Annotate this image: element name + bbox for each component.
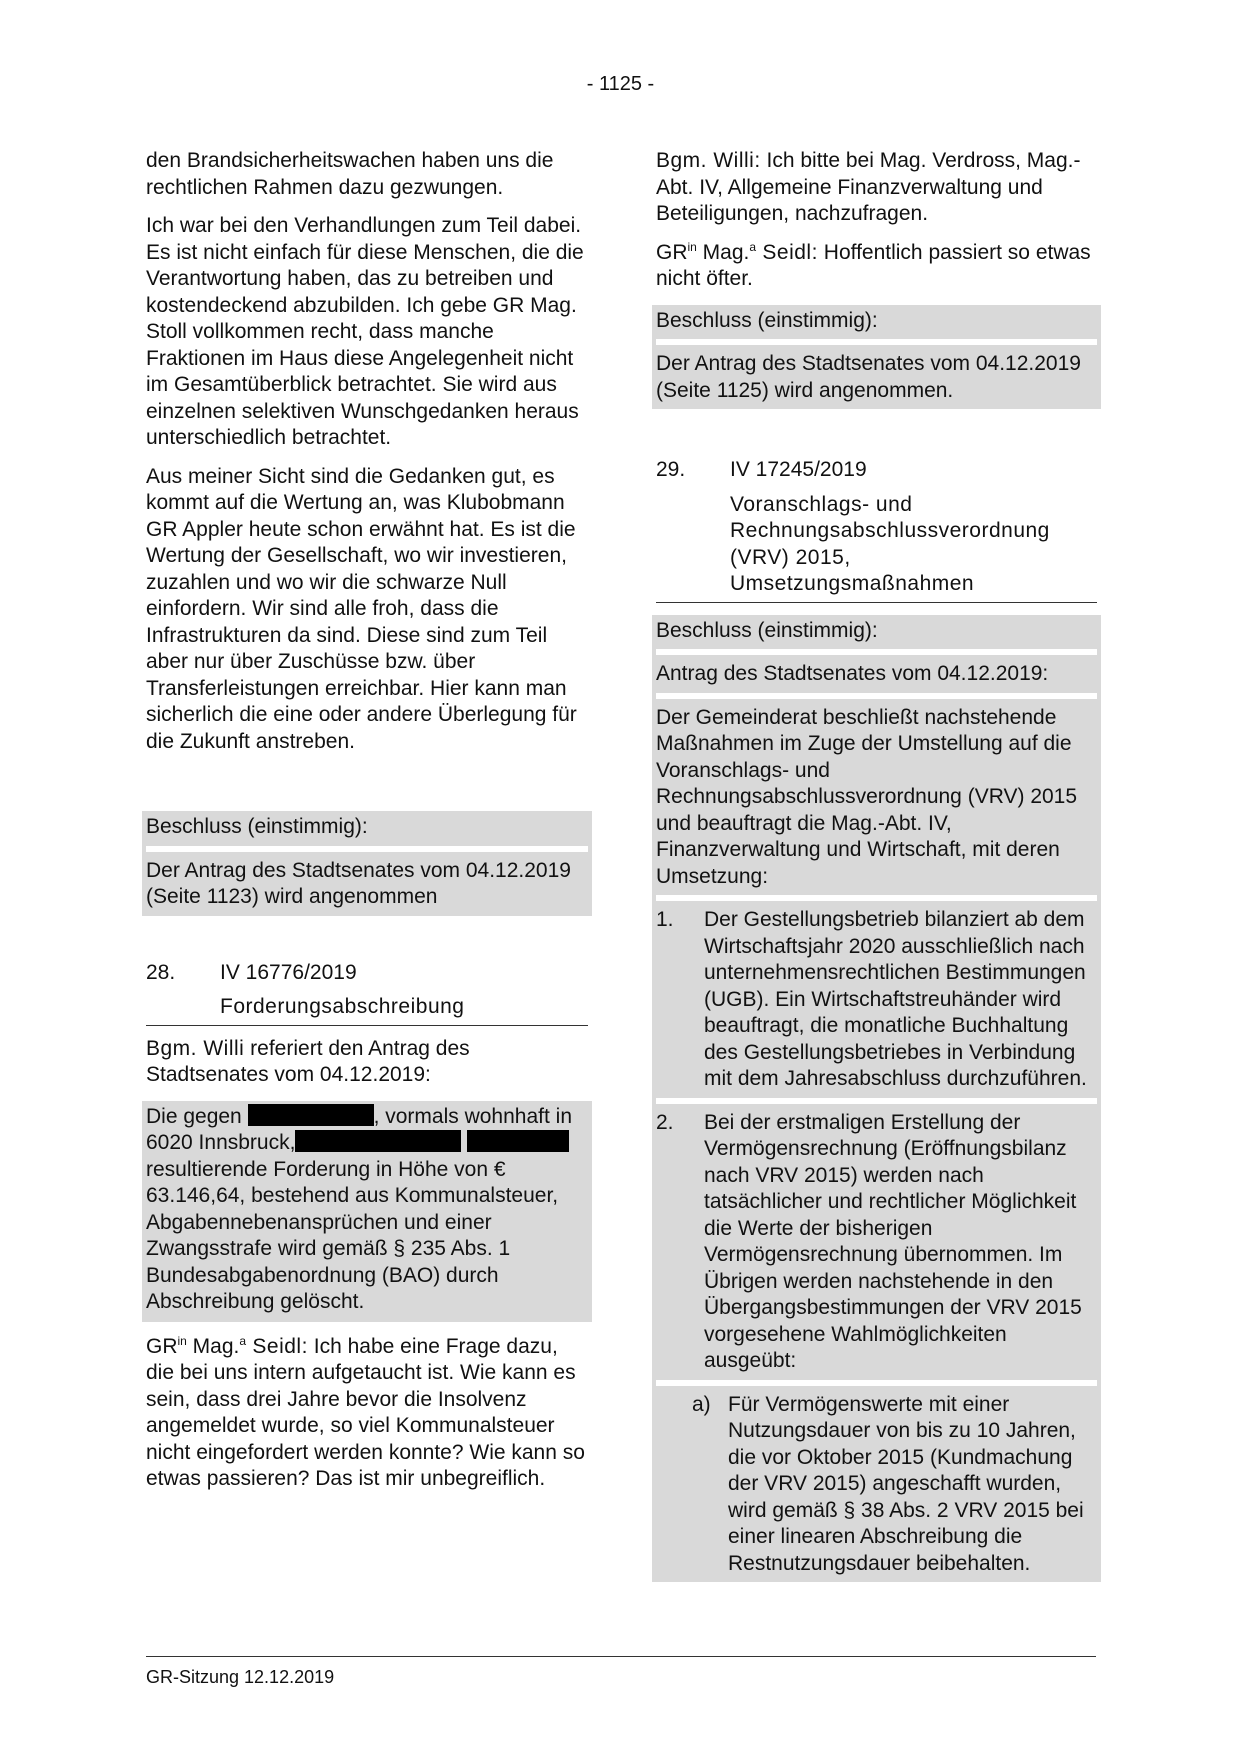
redaction-bar (467, 1130, 569, 1152)
item-title: Forderungsabschreibung (220, 995, 465, 1018)
speaker-title: Mag. (696, 240, 750, 264)
speaker-paragraph (656, 240, 1097, 293)
speaker-paragraph (656, 148, 1097, 228)
sub-list-marker: a) (692, 1392, 711, 1416)
superscript: in (177, 1333, 187, 1348)
redaction-bar (248, 1104, 374, 1126)
beschluss-text: Der Antrag des Stadtsenates vom 04.12.2019 (Seite 1123) wird angenommen (146, 846, 588, 916)
beschluss-box (142, 811, 592, 916)
list-text: Bei der erstmaligen Erstellung der Vermögensrechnung (Eröffnungsbilanz nach VRV 2015) werden nach tatsächlicher und rechtlicher Möglichkeit die Werte der bisherigen Vermögensrechnung übernommen. Im Übrigen werden nachstehende in den Übergangsbestimmungen der VRV 2015 vorgesehene Wahlmöglichkeiten ausgeübt: (704, 1110, 1082, 1372)
item-code: IV 16776/2019 (220, 960, 357, 984)
sub-list-text: Für Vermögenswerte mit einer Nutzungsdauer von bis zu 10 Jahren, die vor Oktober 2015 (Kundmachung der VRV 2015) angeschafft wurden, wird gemäß § 38 Abs. 2 VRV 2015 bei einer linearen Abschreibung die Restnutzungsdauer beibehalten. (728, 1392, 1084, 1575)
list-marker: 1. (656, 908, 674, 931)
beschluss-label: Beschluss (einstimmig): (656, 308, 878, 332)
antrag-intro: Der Gemeinderat beschließt nachstehende Maßnahmen im Zuge der Umstellung auf die Voranschlags- und Rechnungsabschlussverordnung (VRV) 2015 und beauftragt die Mag.-Abt. IV, Finanzverwaltung und Wirtschaft, mit deren Umsetzung: (656, 693, 1097, 896)
speaker-paragraph (146, 1036, 588, 1089)
agenda-item-28 (146, 960, 588, 1026)
item-number: 29. (656, 458, 686, 481)
speaker-text: Hoffentlich passiert so etwas nicht öfter. (656, 240, 1091, 290)
left-column (146, 148, 588, 1505)
beschluss-box (652, 615, 1101, 1583)
paragraph: Aus meiner Sicht sind die Gedanken gut, es kommt auf die Wertung an, was Klubobmann GR Appler heute schon erwähnt hat. Es ist die Wertung der Gesellschaft, wo wir investieren, zuzahlen und wo wir die schwarze Null einfordern. Wir sind alle froh, dass die Infrastrukturen da sind. Diese sind zum Teil aber nur über Zuschüsse bzw. über Transferleistungen erreichbar. Hier kann man sicherlich die eine oder andere Überlegung für die Zukunft anstreben. (146, 464, 577, 753)
superscript: in (687, 239, 697, 254)
antrag-text-part1: Die gegen (146, 1104, 248, 1128)
beschluss-box (652, 305, 1101, 410)
agenda-item-29 (656, 457, 1097, 603)
paragraph: Ich war bei den Verhandlungen zum Teil dabei. Es ist nicht einfach für diese Menschen, die die Verantwortung haben, das zu betreiben und kostendeckend abzubilden. Ich gebe GR Mag. Stoll vollkommen recht, dass manche Fraktionen im Haus diese Angelegenheit nicht im Gesamtüberblick betrachtet. Sie wird aus einzelnen selektiven Wunschgedanken heraus unterschiedlich betrachtet. (146, 214, 584, 449)
antrag-text-part2: , vormals wohnhaft in 6020 Innsbruck, (146, 1104, 573, 1154)
beschluss-text: Der Antrag des Stadtsenates vom 04.12.2019 (Seite 1125) wird angenommen. (656, 339, 1097, 409)
superscript: a (749, 239, 757, 254)
footer-divider (146, 1656, 1096, 1657)
paragraph: den Brandsicherheitswachen haben uns die rechtlichen Rahmen dazu gezwungen. (146, 149, 554, 199)
item-title: Voranschlags- und Rechnungsabschlussverordnung (VRV) 2015, Umsetzungsmaßnahmen (730, 492, 1050, 595)
speaker-title: Mag. (186, 1334, 240, 1358)
speaker-name: Bgm. Willi (146, 1036, 245, 1060)
list-item (656, 895, 1097, 1098)
sub-list-item (656, 1380, 1097, 1583)
speaker-text: Ich habe eine Frage dazu, die bei uns intern aufgetaucht ist. Wie kann es sein, dass drei Jahre bevor die Insolvenz angemeldet wurde, so viel Kommunalsteuer nicht eingefordert werden konnte? Wie kann so etwas passieren? Das ist mir unbegreiflich. (146, 1334, 585, 1490)
speaker-name: Seidl: (756, 240, 818, 264)
page-number: - 1125 - (586, 73, 655, 95)
list-item (656, 1098, 1097, 1380)
speaker-paragraph (146, 1334, 588, 1493)
speaker-text: referiert den Antrag des Stadtsenates vom 04.12.2019: (146, 1036, 470, 1086)
antrag-text-part3: resultierende Forderung in Höhe von € 63.146,64, bestehend aus Kommunalsteuer, Abgabennebenansprüchen und einer Zwangsstrafe wird gemäß § 235 Abs. 1 Bundesabgabenordnung (BAO) durch Abschreibung gelöscht. (146, 1157, 559, 1313)
beschluss-label: Beschluss (einstimmig): (146, 815, 368, 838)
footer: GR-Sitzung 12.12.2019 (146, 1667, 335, 1687)
right-column (656, 148, 1097, 1582)
item-number: 28. (146, 960, 176, 984)
redaction-bar (295, 1130, 461, 1152)
antrag-label: Antrag des Stadtsenates vom 04.12.2019: (656, 649, 1097, 693)
speaker-name: Bgm. Willi: (656, 149, 761, 172)
list-text: Der Gestellungsbetrieb bilanziert ab dem Wirtschaftsjahr 2020 ausschließlich nach unternehmensrechtlichen Bestimmungen (UGB). Ein Wirtschaftstreuhänder wird beauftragt, die monatliche Buchhaltung des Gestellungsbetriebes in Verbindung mit dem Jahresabschluss durchzuführen. (704, 908, 1087, 1090)
speaker-text: Ich bitte bei Mag. Verdross, Mag.-Abt. IV, Allgemeine Finanzverwaltung und Beteiligungen, nachzufragen. (656, 149, 1081, 225)
list-marker: 2. (656, 1110, 674, 1134)
beschluss-label: Beschluss (einstimmig): (656, 618, 878, 642)
antrag-box (142, 1101, 592, 1322)
speaker-title: GR (656, 240, 688, 264)
speaker-name: Seidl: (246, 1334, 308, 1358)
speaker-title: GR (146, 1334, 178, 1358)
item-code: IV 17245/2019 (730, 458, 867, 481)
superscript: a (239, 1333, 247, 1348)
